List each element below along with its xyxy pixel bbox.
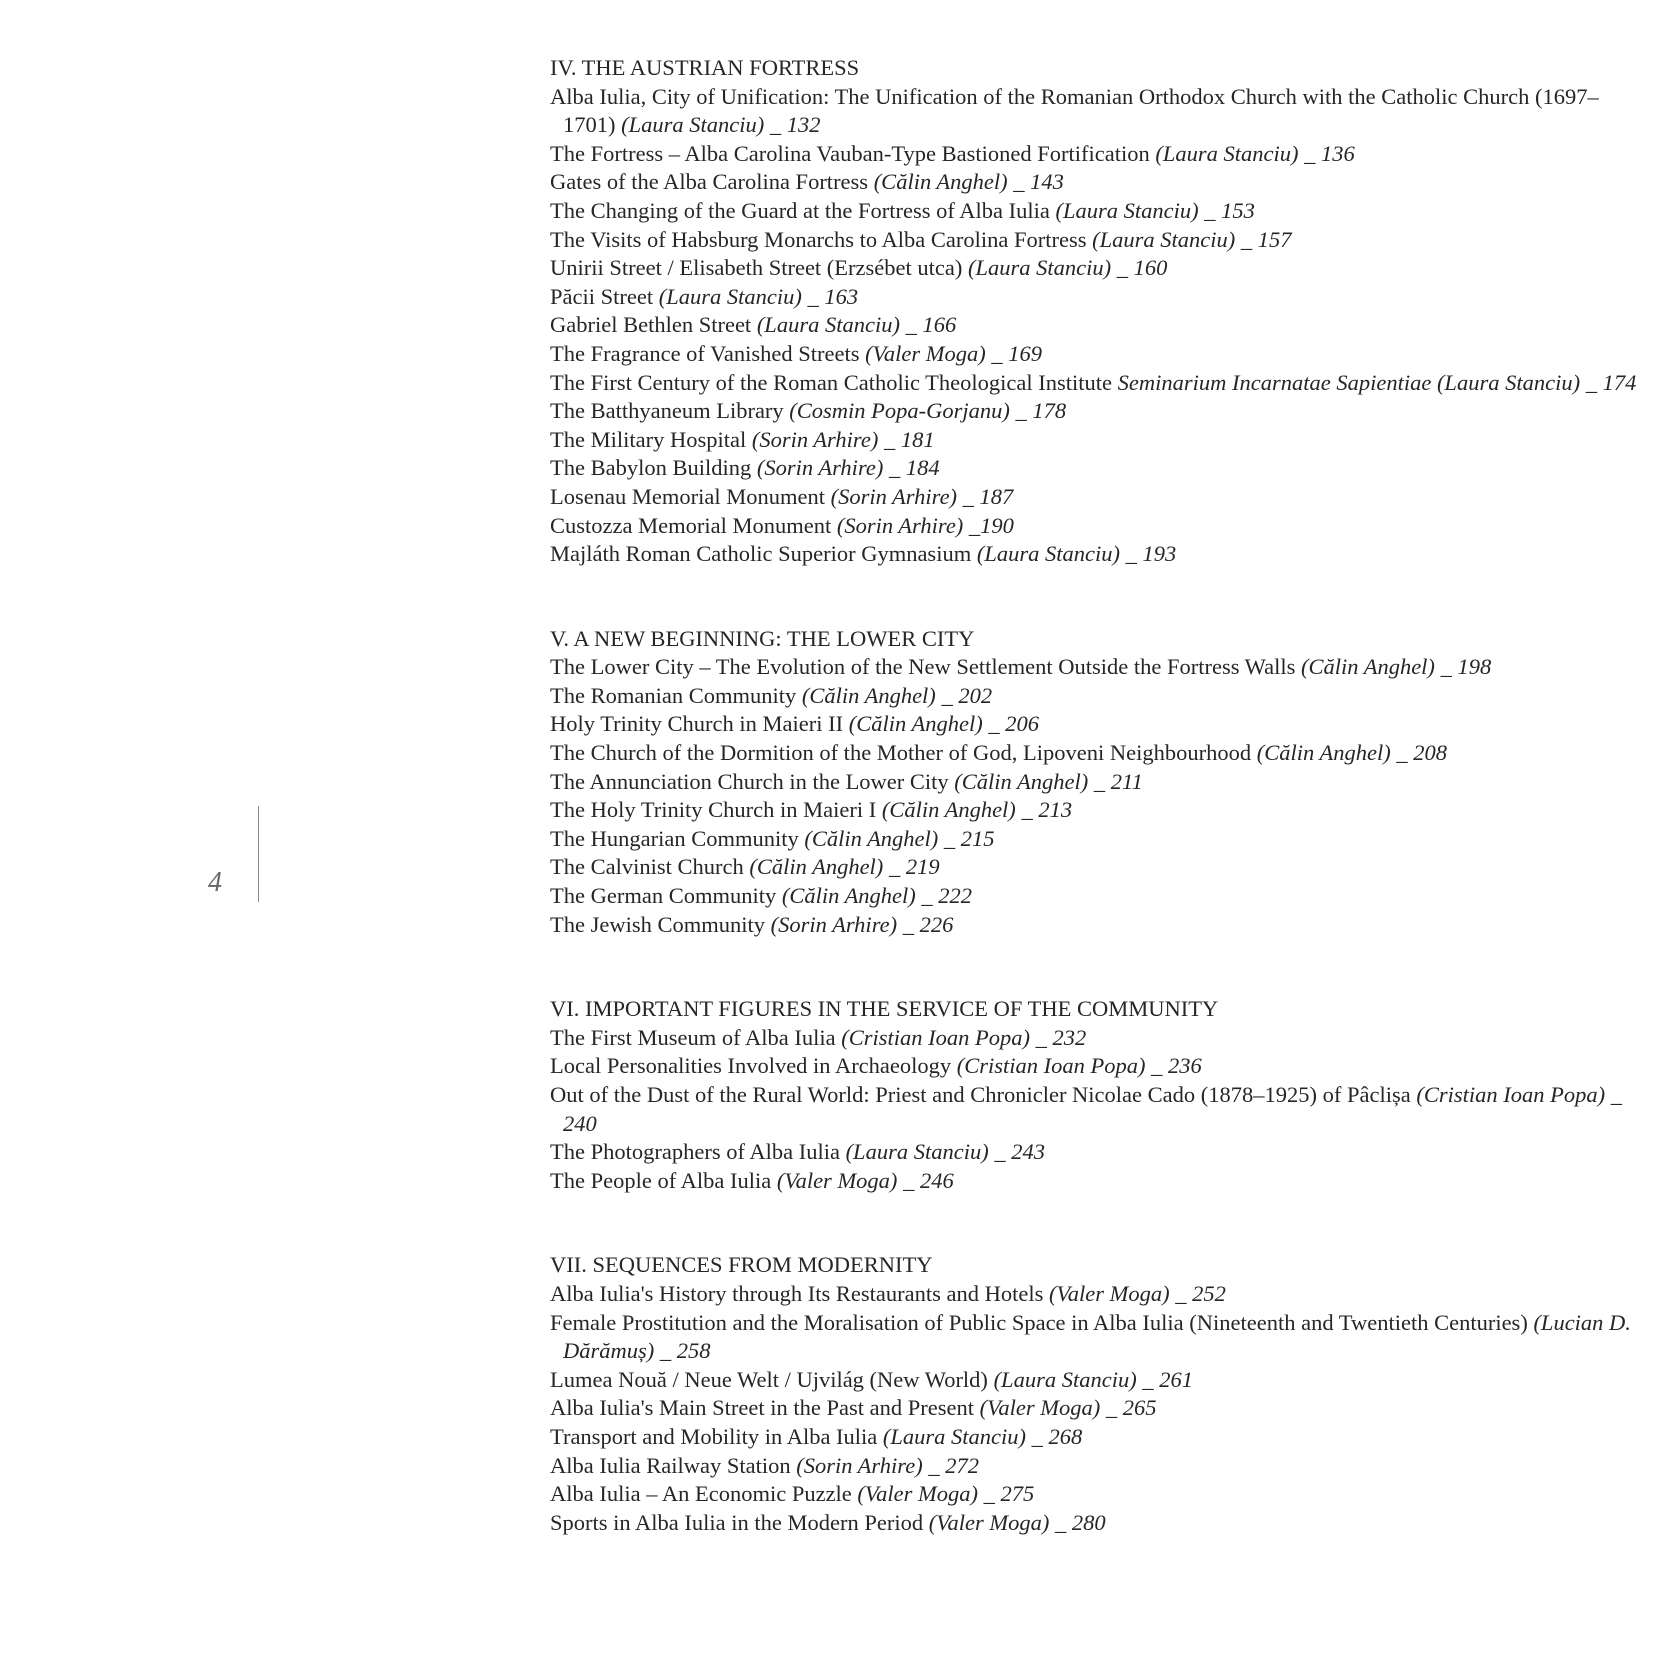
toc-entry — [550, 1309, 1650, 1366]
entry-page-number: _ 181 — [883, 426, 935, 452]
entry-page-number: _ 166 — [905, 312, 957, 338]
entry-title: The People of Alba Iulia — [550, 1167, 772, 1193]
entry-author: (Călin Anghel) — [881, 797, 1016, 823]
entry-title: The Fortress – Alba Carolina Vauban-Type Bastioned Fortification — [550, 140, 1150, 166]
entry-author: (Sorin Arhire) — [796, 1452, 923, 1478]
entry-author: (Laura Stanciu) — [621, 112, 765, 138]
entry-page-number: _190 — [968, 512, 1014, 538]
entry-page-number: _ 275 — [983, 1481, 1035, 1507]
entry-page-number: _ 211 — [1093, 768, 1143, 794]
toc-entry — [550, 83, 1650, 140]
toc-entry — [550, 1081, 1650, 1138]
entry-author: (Sorin Arhire) — [836, 512, 964, 538]
toc-entry — [550, 1480, 1650, 1509]
entry-title: Alba Iulia's Main Street in the Past and Present — [550, 1395, 974, 1421]
entry-page-number: _ 261 — [1142, 1366, 1193, 1392]
entry-title: The First Museum of Alba Iulia — [550, 1024, 836, 1050]
toc-entry — [550, 483, 1650, 512]
toc-entry — [550, 739, 1650, 768]
entry-author: (Valer Moga) — [857, 1481, 979, 1507]
entry-author: (Călin Anghel) — [873, 169, 1008, 195]
entry-page-number: _ 136 — [1304, 140, 1355, 166]
entry-author: (Călin Anghel) — [749, 854, 884, 880]
entry-title: The Babylon Building — [550, 455, 752, 481]
entry-page-number: _ 265 — [1105, 1395, 1157, 1421]
entry-page-number: _ 243 — [994, 1139, 1045, 1165]
toc-entry — [550, 426, 1650, 455]
entry-title: The Fragrance of Vanished Streets — [550, 340, 860, 366]
entry-title: The Visits of Habsburg Monarchs to Alba Carolina Fortress — [550, 226, 1087, 252]
entry-page-number: _ 202 — [941, 682, 993, 708]
entry-page-number: _ 169 — [991, 340, 1042, 366]
entry-author: (Călin Anghel) — [1300, 654, 1435, 680]
entry-author: (Laura Stanciu) — [976, 541, 1120, 567]
entry-author: (Sorin Arhire) — [770, 911, 898, 937]
toc-entry — [550, 1280, 1650, 1309]
entry-title: The Holy Trinity Church in Maieri I — [550, 797, 877, 823]
entry-title: The Annunciation Church in the Lower City — [550, 768, 949, 794]
toc-entry — [550, 1394, 1650, 1423]
page-number-rule — [258, 806, 259, 902]
entry-page-number: _ 174 — [1585, 369, 1637, 395]
entry-title: Out of the Dust of the Rural World: Priest and Chronicler Nicolae Cado (1878–1925) of Pâclișa — [550, 1082, 1411, 1107]
entry-title: Transport and Mobility in Alba Iulia — [550, 1423, 878, 1449]
entry-page-number: _ 219 — [888, 854, 940, 880]
entry-title: The Jewish Community — [550, 911, 765, 937]
toc-entry — [550, 512, 1650, 541]
entry-title: Sports in Alba Iulia in the Modern Period — [550, 1509, 924, 1535]
entry-title: The Church of the Dormition of the Mother of God, Lipoveni Neighbourhood — [550, 740, 1252, 766]
entry-author: (Călin Anghel) — [1256, 740, 1391, 766]
entry-page-number: _ 268 — [1031, 1423, 1083, 1449]
section-heading: IV. THE AUSTRIAN FORTRESS — [550, 55, 860, 80]
entry-title: Gabriel Bethlen Street — [550, 312, 752, 338]
entry-page-number: _ 153 — [1204, 197, 1255, 223]
toc-entry — [550, 340, 1650, 369]
entry-author: (Laura Stanciu) — [658, 283, 802, 309]
entry-title: The Calvinist Church — [550, 854, 744, 880]
entry-page-number: _ 258 — [659, 1338, 711, 1364]
entry-title: The Photographers of Alba Iulia — [550, 1139, 840, 1165]
entry-author: (Valer Moga) — [979, 1395, 1101, 1421]
entry-page-number: _ 193 — [1125, 541, 1177, 567]
entry-author: (Cristian Ioan Popa) — [841, 1024, 1030, 1050]
toc-entry — [550, 1509, 1650, 1538]
entry-title: Losenau Memorial Monument — [550, 483, 825, 509]
entry-author: (Laura Stanciu) — [967, 255, 1112, 281]
entry-author: (Laura Stanciu) — [1155, 140, 1299, 166]
entry-author: (Cosmin Popa-Gorjanu) — [789, 398, 1010, 424]
entry-title: The Batthyaneum Library — [550, 398, 784, 424]
entry-page-number: _ 236 — [1151, 1053, 1202, 1079]
entry-title: Majláth Roman Catholic Superior Gymnasium — [550, 541, 972, 567]
toc-entry — [550, 283, 1650, 312]
entry-page-number: _ 187 — [962, 483, 1014, 509]
toc-entry — [550, 1167, 1650, 1196]
toc-entry — [550, 454, 1650, 483]
toc-entry — [550, 1366, 1650, 1395]
entry-page-number: _ 280 — [1054, 1509, 1106, 1535]
toc-section — [550, 625, 1650, 940]
entry-author: (Călin Anghel) — [781, 883, 916, 909]
toc-entry — [550, 540, 1650, 569]
entry-title: Alba Iulia Railway Station — [550, 1452, 791, 1478]
toc-entry — [550, 254, 1650, 283]
entry-title: Female Prostitution and the Moralisation of Public Space in Alba Iulia (Nineteenth and Twentieth Centuries) — [550, 1309, 1528, 1335]
entry-page-number: _ 132 — [769, 112, 821, 138]
entry-page-number: _ 222 — [921, 883, 973, 909]
entry-author: (Sorin Arhire) — [830, 483, 958, 509]
entry-page-number: _ 232 — [1035, 1024, 1087, 1050]
toc-entry — [550, 140, 1650, 169]
entry-author: (Valer Moga) — [865, 340, 986, 366]
toc-entry — [550, 168, 1650, 197]
toc-section — [550, 1251, 1650, 1537]
entry-page-number: _ 184 — [888, 455, 940, 481]
entry-page-number: _ 143 — [1013, 169, 1064, 195]
toc-entry — [550, 911, 1650, 940]
toc-entry — [550, 1052, 1650, 1081]
entry-author: (Călin Anghel) — [954, 768, 1089, 794]
entry-title: Păcii Street — [550, 283, 654, 309]
entry-author: (Cristian Ioan Popa) — [956, 1053, 1146, 1079]
toc-entry — [550, 710, 1650, 739]
toc-section — [550, 54, 1650, 569]
entry-title: Local Personalities Involved in Archaeology — [550, 1053, 952, 1079]
entry-page-number: _ 178 — [1015, 398, 1067, 424]
entry-author: (Valer Moga) — [928, 1509, 1050, 1535]
entry-title: Alba Iulia, City of Unification: The Unification of the Romanian Orthodox Church with the Catholic Church (1697–1701) — [550, 83, 1599, 138]
entry-title: Unirii Street / Elisabeth Street (Erzsébet utca) — [550, 255, 963, 281]
entry-title: The Hungarian Community — [550, 825, 799, 851]
entry-title: The Lower City – The Evolution of the New Settlement Outside the Fortress Walls — [550, 654, 1296, 680]
toc-entry — [550, 682, 1650, 711]
entry-page-number: _ 160 — [1116, 255, 1168, 281]
toc-entry — [550, 311, 1650, 340]
entry-title: Gates of the Alba Carolina Fortress — [550, 169, 869, 195]
entry-title: The First Century of the Roman Catholic Theological Institute — [550, 369, 1112, 395]
section-heading: VII. SEQUENCES FROM MODERNITY — [550, 1252, 933, 1278]
entry-page-number: _ 157 — [1240, 226, 1292, 252]
entry-author: (Cristian Ioan Popa) — [1416, 1082, 1606, 1107]
page-number: 4 — [208, 867, 222, 898]
toc-entry — [550, 1423, 1650, 1452]
entry-page-number: _ 198 — [1440, 654, 1492, 680]
toc-entry — [550, 825, 1650, 854]
entry-page-number: _ 246 — [903, 1167, 954, 1193]
entry-title: The Romanian Community — [550, 682, 797, 708]
entry-author: (Laura Stanciu) — [1436, 369, 1581, 395]
section-heading: VI. IMPORTANT FIGURES IN THE SERVICE OF THE COMMUNITY — [550, 996, 1219, 1022]
entry-author: (Valer Moga) — [1048, 1280, 1170, 1306]
entry-author: (Laura Stanciu) — [845, 1139, 989, 1165]
entry-author: (Călin Anghel) — [848, 711, 983, 737]
entry-page-number: _ 163 — [807, 283, 859, 309]
entry-page-number: _ 240 — [563, 1082, 1622, 1136]
entry-author: (Laura Stanciu) — [993, 1366, 1137, 1392]
entry-title: Lumea Nouă / Neue Welt / Ujvilág (New World) — [550, 1366, 988, 1392]
entry-page-number: _ 226 — [902, 911, 954, 937]
toc-entry — [550, 1024, 1650, 1053]
entry-author: (Laura Stanciu) — [756, 312, 900, 338]
toc-entry — [550, 226, 1650, 255]
entry-page-number: _ 206 — [988, 711, 1039, 737]
entry-page-number: _ 213 — [1021, 797, 1073, 823]
toc-section — [550, 995, 1650, 1195]
entry-author: (Laura Stanciu) — [1092, 226, 1236, 252]
entry-page-number: _ 215 — [943, 825, 995, 851]
toc-entry — [550, 653, 1650, 682]
toc-entry — [550, 1452, 1650, 1481]
toc-entry — [550, 369, 1650, 398]
toc-entry — [550, 197, 1650, 226]
section-heading: V. A NEW BEGINNING: THE LOWER CITY — [550, 625, 975, 651]
entry-title: Custozza Memorial Monument — [550, 512, 832, 538]
toc-entry — [550, 882, 1650, 911]
entry-title: The Military Hospital — [550, 426, 747, 452]
entry-page-number: _ 272 — [928, 1452, 979, 1478]
toc-entry — [550, 768, 1650, 797]
entry-author: (Sorin Arhire) — [756, 455, 884, 481]
entry-author: (Laura Stanciu) — [1055, 197, 1199, 223]
toc-entry — [550, 796, 1650, 825]
entry-title: Holy Trinity Church in Maieri II — [550, 711, 844, 737]
entry-page-number: _ 208 — [1396, 740, 1447, 766]
entry-title: Alba Iulia – An Economic Puzzle — [550, 1481, 852, 1507]
entry-author: (Sorin Arhire) — [751, 426, 879, 452]
toc-entry — [550, 1138, 1650, 1167]
table-of-contents — [550, 54, 1650, 1593]
entry-author: (Călin Anghel) — [801, 682, 936, 708]
entry-author: (Lucian D. Dărămuș) — [563, 1309, 1631, 1364]
toc-entry — [550, 397, 1650, 426]
entry-author: (Laura Stanciu) — [882, 1423, 1027, 1449]
entry-title: The German Community — [550, 883, 777, 909]
entry-author: (Călin Anghel) — [804, 825, 939, 851]
toc-entry — [550, 853, 1650, 882]
entry-title-italic: Seminarium Incarnatae Sapientiae — [1117, 369, 1432, 395]
entry-page-number: _ 252 — [1175, 1280, 1226, 1306]
entry-author: (Valer Moga) — [776, 1167, 898, 1193]
entry-title: Alba Iulia's History through Its Restaurants and Hotels — [550, 1280, 1044, 1306]
entry-title: The Changing of the Guard at the Fortress of Alba Iulia — [550, 197, 1050, 223]
